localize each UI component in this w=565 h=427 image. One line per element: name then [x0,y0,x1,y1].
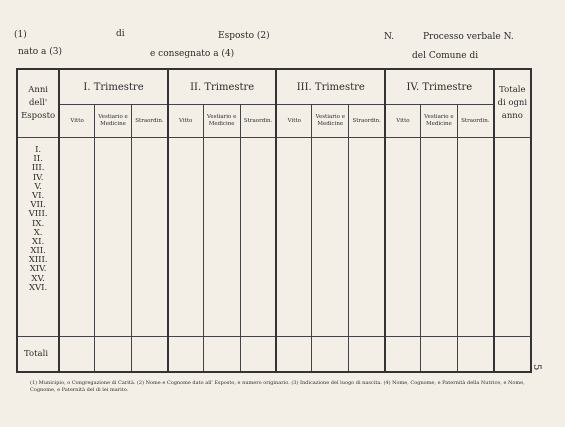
year-label: IX. [32,218,45,229]
year-label: X. [33,227,43,238]
year-label: XII. [30,246,46,257]
totals-label: Totali [17,337,59,373]
quarter-header-2: II. Trimestre [168,69,277,105]
entry-cell[interactable] [240,138,276,337]
year-label: XVI. [28,282,48,293]
sub-header-straordinarie: Straordin. [240,105,276,138]
header-esposto: Esposto (2) [218,31,270,41]
entry-cell[interactable] [420,138,457,337]
entry-cell[interactable] [203,138,240,337]
total-cell[interactable] [276,337,311,373]
sub-header-vitto: Vitto [276,105,311,138]
entry-cell[interactable] [94,138,131,337]
entry-cell[interactable] [276,138,311,337]
total-cell[interactable] [494,337,531,373]
quarter-header-3: III. Trimestre [276,69,385,105]
col-header-anni: Anni dell' Esposto [17,69,59,138]
sub-header-straordinarie: Straordin. [457,105,493,138]
total-cell[interactable] [385,337,420,373]
entry-cell[interactable] [385,138,420,337]
year-label: XI. [32,236,45,247]
quarter-header-4: IV. Trimestre [385,69,494,105]
totals-row [17,337,531,373]
year-label: VIII. [28,209,48,220]
header-nato-a: nato a (3) [18,47,63,57]
col-header-totale: Totale di ogni anno [494,69,531,138]
year-label: VI. [32,190,45,201]
sub-header-vestiario: Vestiario e Medicine [94,105,131,138]
header-consegnato-a: e consegnato a (4) [150,49,235,59]
ledger-table [16,68,532,373]
total-cell[interactable] [132,337,168,373]
header-numero: N. [384,32,395,42]
entry-cell[interactable] [312,138,349,337]
sub-header-vestiario: Vestiario e Medicine [420,105,457,138]
sub-header-vestiario: Vestiario e Medicine [203,105,240,138]
total-cell[interactable] [457,337,493,373]
sub-header-vestiario: Vestiario e Medicine [312,105,349,138]
year-label: XIV. [29,264,47,275]
year-label: IV. [32,172,44,183]
header-processo-verbale: Processo verbale N. [423,32,514,42]
entry-cell[interactable] [457,138,493,337]
total-cell[interactable] [94,337,131,373]
total-cell[interactable] [59,337,94,373]
year-label: I. [35,145,42,155]
total-cell[interactable] [349,337,385,373]
header-comune: del Comune di [412,51,479,61]
year-label: V. [34,181,42,192]
entry-cell[interactable] [168,138,203,337]
quarter-header-1: I. Trimestre [59,69,168,105]
total-cell[interactable] [203,337,240,373]
total-cell[interactable] [420,337,457,373]
sub-header-straordinarie: Straordin. [132,105,168,138]
year-label: XIII. [28,255,48,266]
year-list [17,138,59,337]
total-cell[interactable] [240,337,276,373]
year-label: III. [31,163,45,174]
header-note-1: (1) [14,30,27,40]
years-body-row [17,138,531,337]
year-label: XV. [31,273,45,284]
entry-cell[interactable] [349,138,385,337]
sub-header-straordinarie: Straordin. [349,105,385,138]
year-label: VII. [30,200,46,211]
footnote-text: (1) Municipio, o Congregazione di Carità. (2) Nome e Cognome dato all' Esposto, e numero originario. (3) Indicazione del luogo di nascita. (4) Nome, Cognome, e Paternità della Nutrice, e Nome, Cognome, e Paternità del di lei marito. [30,380,525,393]
year-label: II. [33,154,43,165]
entry-cell[interactable] [59,138,94,337]
total-cell[interactable] [312,337,349,373]
entry-cell[interactable] [494,138,531,337]
header-di: di [116,29,125,39]
sub-header-vitto: Vitto [59,105,94,138]
sub-header-vitto: Vitto [168,105,203,138]
total-cell[interactable] [168,337,203,373]
sub-header-vitto: Vitto [385,105,420,138]
page-number: 5 [531,364,542,371]
entry-cell[interactable] [132,138,168,337]
